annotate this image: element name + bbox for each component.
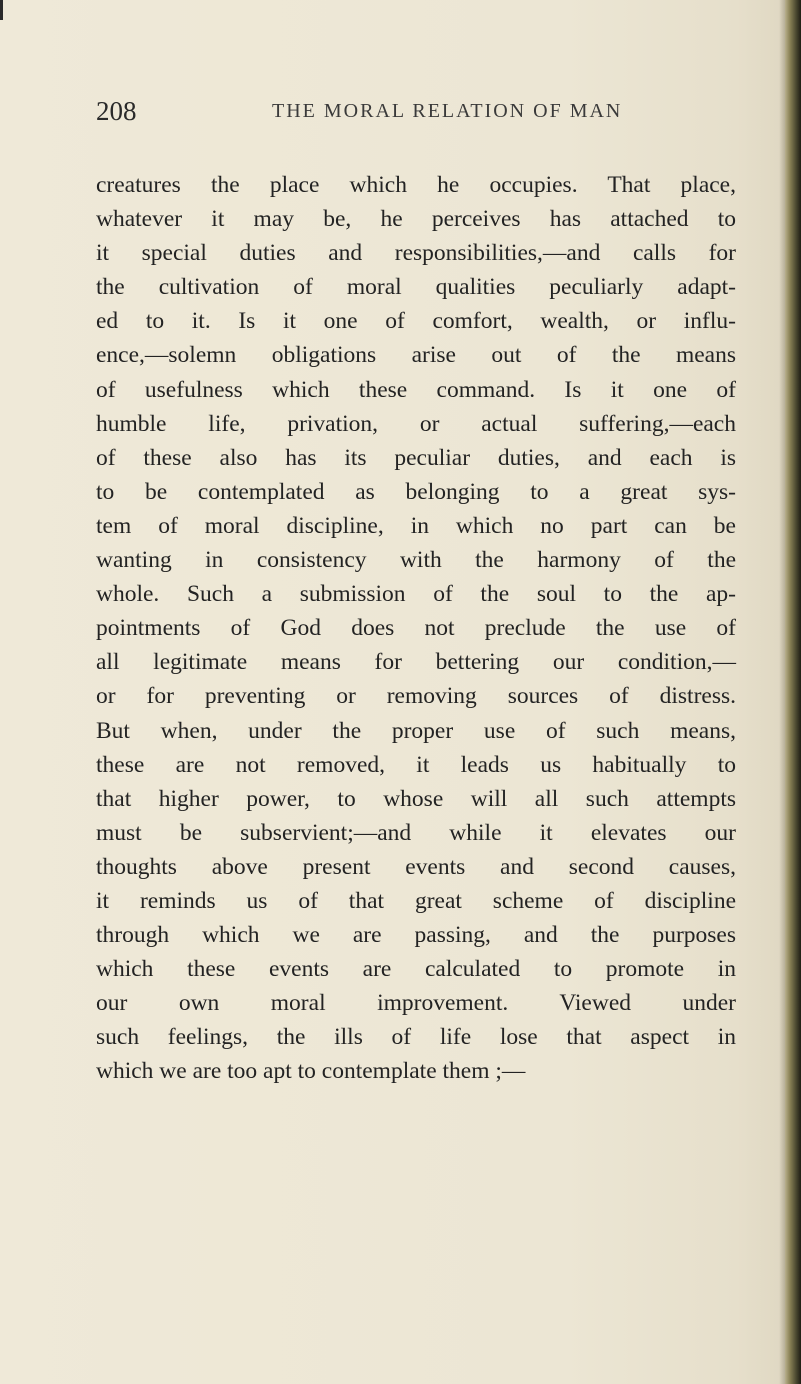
text-line: ence,—solemn obligations arise out of the means [96,342,736,369]
text-line: thoughts above present events and second causes, [96,853,736,880]
text-line: whole. Such a submission of the soul to the ap- [96,581,736,608]
text-line: these are not removed, it leads us habitually to [96,751,736,778]
text-line: must be subservient;—and while it elevates our [96,819,736,846]
text-line: tem of moral discipline, in which no part can be [96,512,736,539]
text-line: pointments of God does not preclude the use of [96,615,736,642]
text-line: creatures the place which he occupies. That place, [96,172,736,198]
text-line: which these events are calculated to promote in [96,956,736,983]
text-line: it reminds us of that great scheme of discipline [96,887,736,914]
text-line: to be contemplated as belonging to a great sys- [96,478,736,505]
page-number: 208 [96,96,137,126]
text-line: which we are too apt to contemplate them ;— [96,1058,526,1085]
text-line: of usefulness which these command. Is it one of [96,376,736,403]
text-line: that higher power, to whose will all such attempts [96,785,736,812]
text-line: But when, under the proper use of such means, [96,717,736,744]
text-line: the cultivation of moral qualities peculiarly adapt- [96,274,736,301]
text-line: all legitimate means for bettering our condition,— [96,649,736,676]
text-line: wanting in consistency with the harmony of the [96,547,736,574]
text-line: ed to it. Is it one of comfort, wealth, or influ- [96,308,736,335]
text-line: it special duties and responsibilities,—and calls for [96,240,736,267]
body-paragraph [96,168,736,1089]
text-line: of these also has its peculiar duties, and each is [96,444,736,471]
text-line: such feelings, the ills of life lose that aspect in [96,1024,736,1051]
running-head [96,96,756,136]
scan-edge-mark [0,0,3,20]
text-line: whatever it may be, he perceives has attached to [96,206,736,233]
text-line: or for preventing or removing sources of distress. [96,683,736,710]
book-edge [785,0,801,1384]
text-line: through which we are passing, and the purposes [96,922,736,949]
text-line: our own moral improvement. Viewed under [96,990,736,1017]
running-title: THE MORAL RELATION OF MAN [272,100,623,122]
text-line: humble life, privation, or actual suffering,—each [96,410,736,437]
